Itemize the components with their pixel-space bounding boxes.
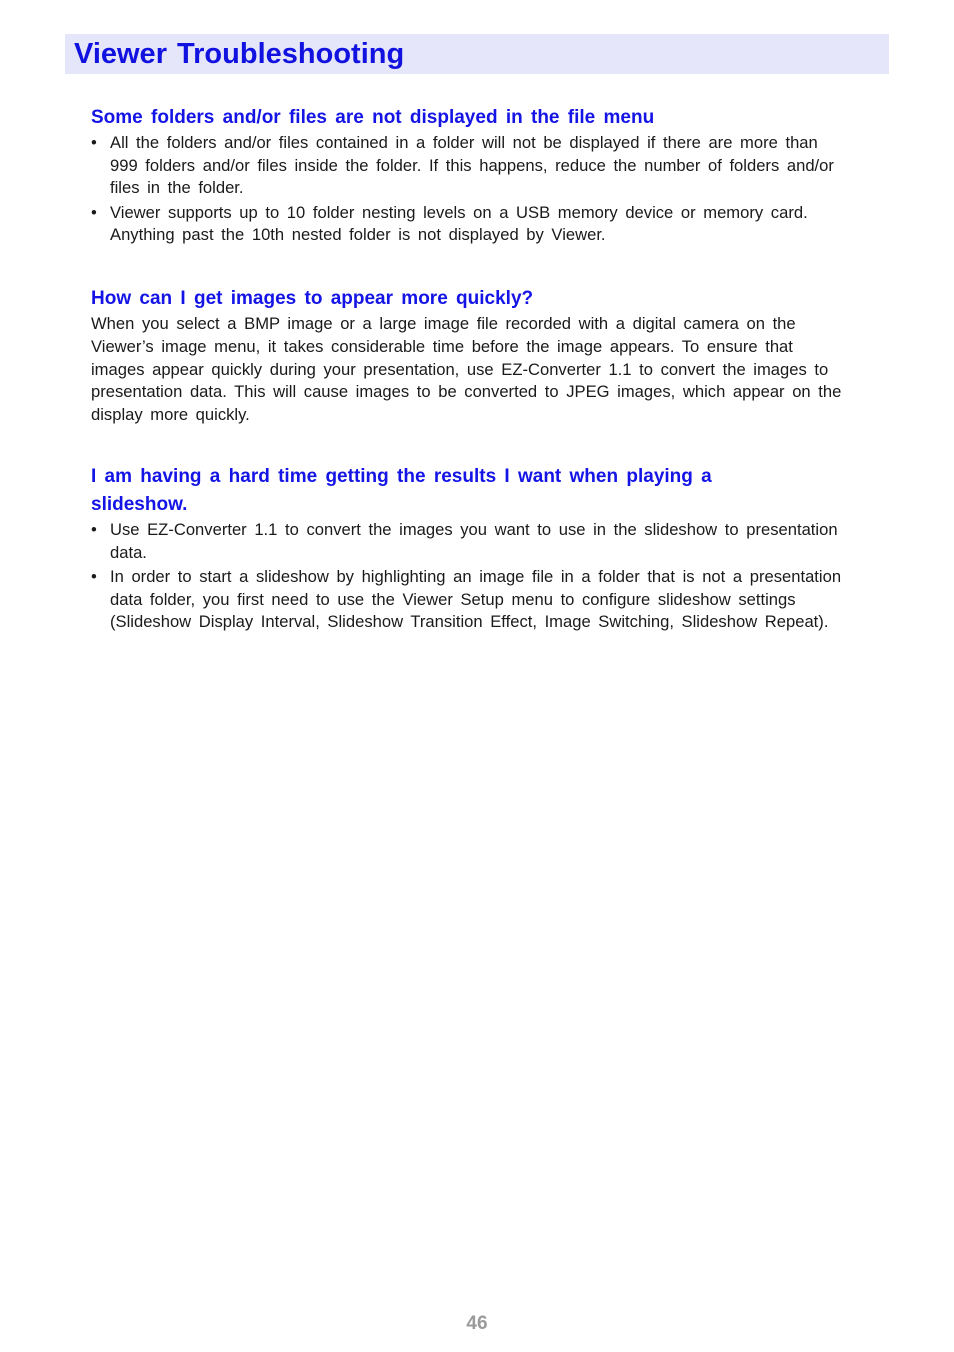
bullet-list [91,519,843,634]
list-item-text: Viewer supports up to 10 folder nesting levels on a USB memory device or memory card. Anything past the 10th nested folder is not displayed by Viewer. [110,202,808,245]
section-missing-files [91,104,843,247]
list-item-text: Use EZ-Converter 1.1 to convert the images you want to use in the slideshow to presentation data. [110,519,838,562]
section-heading: Some folders and/or files are not displayed in the file menu [91,107,655,128]
section-paragraph: When you select a BMP image or a large image file recorded with a digital camera on the Viewer’s image menu, it takes considerable time before the image appears. To ensure that images appear quickly during your presentation, use EZ-Converter 1.1 to convert the images to presentation data. This will cause images to be converted to JPEG images, which appear on the display more quickly. [91,313,842,425]
section-heading: I am having a hard time getting the results I want when playing a slideshow. [91,465,712,515]
page-number: 46 [466,1313,488,1334]
list-item [91,519,843,564]
section-image-speed [91,285,843,427]
list-item [91,202,843,247]
bullet-glyph: • [91,567,97,587]
bullet-glyph: • [91,133,97,152]
list-item-text: In order to start a slideshow by highlighting an image file in a folder that is not a presentation data folder, you first need to use the Viewer Setup menu to configure slideshow settings (Slideshow Display Interval, Slideshow Transition Effect, Image Switching, Slideshow Repeat). [110,567,842,632]
list-item-text: All the folders and/or files contained in a folder will not be displayed if there are more than 999 folders and/or files inside the folder. If this happens, reduce the number of folders and/or files in the folder. [110,133,834,198]
page-content [91,104,843,636]
list-item [91,132,843,200]
bullet-list [91,132,843,247]
section-slideshow [91,463,843,634]
bullet-glyph: • [91,202,97,222]
page-title: Viewer Troubleshooting [74,38,405,70]
list-item [91,566,843,634]
page-title-band [65,34,889,74]
bullet-glyph: • [91,519,97,539]
section-heading: How can I get images to appear more quickly? [91,287,534,309]
